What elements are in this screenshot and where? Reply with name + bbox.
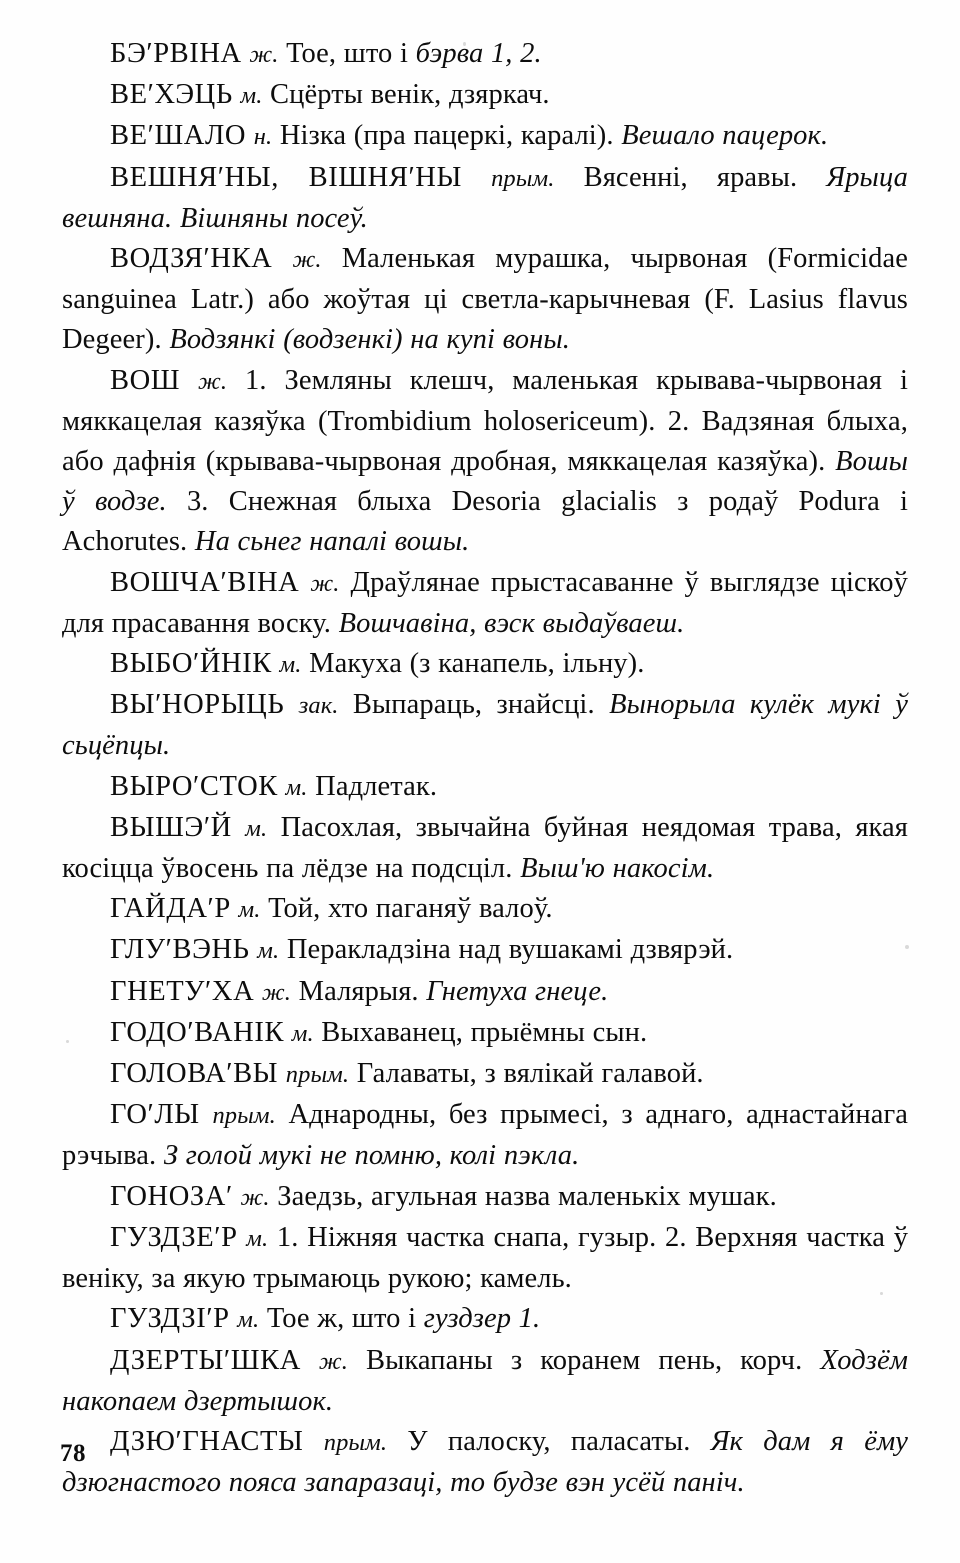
dictionary-entry xyxy=(62,767,908,808)
entry-headword: ВЫБО′ЙНІК xyxy=(110,648,272,680)
entry-definition: Вясенні, яравы. xyxy=(583,161,798,193)
dictionary-entry xyxy=(62,930,908,971)
dictionary-entry xyxy=(62,1299,908,1340)
entry-grammar-label: прым. xyxy=(491,164,555,192)
sense-text: Верхняя частка ў веніку, за якую трымаюць рукою; камель. xyxy=(62,1221,909,1295)
sense-number: 2. xyxy=(667,405,690,437)
dictionary-entry xyxy=(62,1054,908,1095)
sense-text: Ніжняя частка снапа, гузыр. xyxy=(307,1221,657,1253)
entry-definition: Пасохлая, звычайна буйная неядомая трава, якая косіцца ўвосень па лёдзе на подсціл. xyxy=(62,811,909,885)
dictionary-entry xyxy=(62,361,908,563)
dictionary-entry xyxy=(62,75,908,116)
entry-grammar-label: м. xyxy=(291,1019,314,1047)
entry-example: Вынорыла кулёк мукі ў сьцёпцы. xyxy=(62,689,909,762)
entry-headword: ВЕ′ХЭЦЬ xyxy=(110,79,233,111)
entry-definition: Галаваты, з вялікай галавой. xyxy=(356,1058,704,1090)
entry-grammar-label: ж. xyxy=(249,41,279,68)
entry-cross-reference: бэрва 1, 2. xyxy=(415,38,542,69)
dictionary-entry xyxy=(62,158,908,239)
entry-definition: Перакладзіна над вушакамі дзвярэй. xyxy=(286,934,734,966)
entry-headword: ВЕШНЯ′НЫ, ВІШНЯ′НЫ xyxy=(110,161,462,193)
entry-definition: Выкапаны з коранем пень, корч. xyxy=(365,1344,803,1376)
entry-headword: ВОШ xyxy=(110,364,181,396)
entry-grammar-label: ж. xyxy=(198,367,228,395)
entry-headword: ВЫРО′СТОК xyxy=(110,770,278,802)
entry-headword: ГАЙДА′Р xyxy=(110,893,231,925)
sense-example: Вошы ў водзе. xyxy=(62,446,908,518)
entry-headword: ДЗЕРТЫ′ШКА xyxy=(110,1344,301,1376)
dictionary-entry xyxy=(62,889,908,930)
entry-grammar-label: м. xyxy=(237,1306,260,1334)
entry-example: Гнетуха гнеце. xyxy=(426,975,609,1007)
sense-number: 1. xyxy=(276,1221,299,1253)
entry-headword: ГОЛОВА′ВЫ xyxy=(110,1058,279,1090)
dictionary-entry xyxy=(62,1095,908,1176)
entry-definition: Аднародны, без прымесі, з аднаго, аднастайнага рэчыва. xyxy=(62,1099,909,1172)
entry-example: Як дам я ёму дзюгнастого пояса запаразаці, то будзе вэн усёй паніч. xyxy=(62,1425,909,1499)
entry-headword: ГУЗДЗЕ′Р xyxy=(110,1221,238,1253)
entry-grammar-label: м. xyxy=(238,896,261,924)
entry-definition: Малярыя. xyxy=(298,975,419,1007)
entry-column xyxy=(62,34,908,1503)
entry-definition: Выхаванец, прыёмны сын. xyxy=(321,1016,648,1048)
entry-headword: ДЗЮ′ГНАСТЫ xyxy=(110,1425,304,1457)
sense-text: Земляны клешч, маленькая крывава-чырвоная і мяккацелая казяўка (Trombidium holosericeum). xyxy=(62,364,908,437)
dictionary-entry xyxy=(62,116,908,157)
entry-headword: ГО′ЛЫ xyxy=(110,1099,200,1131)
dictionary-entry xyxy=(62,1218,908,1299)
entry-headword: ВЕ′ШАЛО xyxy=(110,120,247,152)
sense-text: Вадзяная блыха, або дафнія (крывава-чырвоная дробная, мяккацелая казяўка). xyxy=(62,405,909,478)
entry-headword: ВЫ′НОРЫЦЬ xyxy=(110,689,285,721)
entry-definition: У палоску, паласаты. xyxy=(407,1425,691,1457)
entry-grammar-label: ж. xyxy=(292,246,322,274)
entry-grammar-label: м. xyxy=(279,651,302,679)
dictionary-entry xyxy=(62,1341,908,1422)
entry-headword: ВЫШЭ′Й xyxy=(110,811,232,843)
entry-definition: Той, хто паганяў валоў. xyxy=(268,893,553,925)
dictionary-entry xyxy=(62,34,908,75)
entry-headword: ГОДО′ВАНІК xyxy=(110,1016,285,1048)
sense-number: 2. xyxy=(665,1221,687,1253)
entry-definition: Тое, што і xyxy=(286,38,416,69)
entry-grammar-label: зак. xyxy=(298,692,339,720)
entry-definition: Макуха (з канапель, ільну). xyxy=(309,648,645,680)
entry-headword: ВОДЗЯ′НКА xyxy=(110,243,273,275)
entry-headword: БЭ′РВІНА xyxy=(110,38,242,69)
entry-example: З голой мукі не помню, колі пэкла. xyxy=(163,1140,580,1172)
dictionary-entry xyxy=(62,644,908,685)
entry-grammar-label: ж. xyxy=(261,978,292,1006)
entry-grammar-label: м. xyxy=(246,1224,269,1252)
entry-definition: Тое ж, што і xyxy=(266,1303,424,1335)
entry-example: Вошчавіна, вэск выдаўваеш. xyxy=(338,607,685,639)
entry-grammar-label: ж. xyxy=(240,1183,270,1211)
entry-headword: ВОШЧА′ВІНА xyxy=(110,566,300,598)
entry-example: Ходзём накопаем дзертышок. xyxy=(62,1344,908,1417)
entry-example: Вешало пацерок. xyxy=(621,120,829,152)
entry-definition: Падлетак. xyxy=(315,770,438,802)
sense-number: 3. xyxy=(186,486,209,518)
entry-grammar-label: м. xyxy=(257,937,280,965)
page-number: 78 xyxy=(60,1440,86,1467)
dictionary-entry xyxy=(62,808,908,889)
entry-headword: ГЛУ′ВЭНЬ xyxy=(110,934,250,966)
dictionary-entry xyxy=(62,1013,908,1054)
entry-grammar-label: ж. xyxy=(318,1347,348,1375)
dictionary-entry xyxy=(62,685,908,766)
entry-grammar-label: н. xyxy=(253,123,273,151)
dictionary-entry xyxy=(62,1422,908,1503)
entry-definition: Нізка (пра пацеркі, каралі). xyxy=(279,120,614,152)
sense-text: Снежная блыха Desoria glacialis з родаў Podura і Achorutes. xyxy=(62,486,909,558)
entry-definition: Маленькая мурашка, чырвоная (Formicidae sanguinea Latr.) або жоўтая ці светла-карычневая (F. Lasius flavus Degeer). xyxy=(62,243,909,356)
entry-definition: Выпараць, знайсці. xyxy=(352,689,595,721)
entry-grammar-label: м. xyxy=(245,814,268,842)
entry-definition: Драўлянае прыстасаванне ў выглядзе ціскоў для прасавання воску. xyxy=(62,566,908,639)
entry-grammar-label: ж. xyxy=(310,569,340,597)
entry-definition: Сцёрты венік, дзяркач. xyxy=(270,79,550,111)
sense-number: 1. xyxy=(245,364,267,396)
entry-example: Выш'ю накосім. xyxy=(520,853,715,885)
entry-grammar-label: прым. xyxy=(212,1102,276,1130)
dictionary-entry xyxy=(62,563,908,644)
entry-grammar-label: м. xyxy=(240,82,263,110)
entry-grammar-label: м. xyxy=(285,773,308,801)
entry-grammar-label: прым. xyxy=(323,1428,388,1456)
dictionary-entry xyxy=(62,1177,908,1218)
entry-example: Ярыца вешняна. Вішняны посеў. xyxy=(62,161,908,234)
entry-headword: ГНЕТУ′ХА xyxy=(110,975,255,1007)
entry-definition: Заедзь, агульная назва маленькіх мушак. xyxy=(277,1180,777,1212)
entry-example: Водзянкі (водзенкі) на купі воны. xyxy=(169,324,570,356)
dictionary-entry xyxy=(62,972,908,1013)
entry-grammar-label: прым. xyxy=(285,1061,350,1089)
entry-cross-reference: гуздзер 1. xyxy=(423,1303,541,1335)
dictionary-entry xyxy=(62,239,908,361)
entry-headword: ГУЗДЗІ′Р xyxy=(110,1303,230,1335)
entry-headword: ГОНОЗА′ xyxy=(110,1180,233,1212)
sense-example: На сьнег напалі вошы. xyxy=(194,526,470,558)
